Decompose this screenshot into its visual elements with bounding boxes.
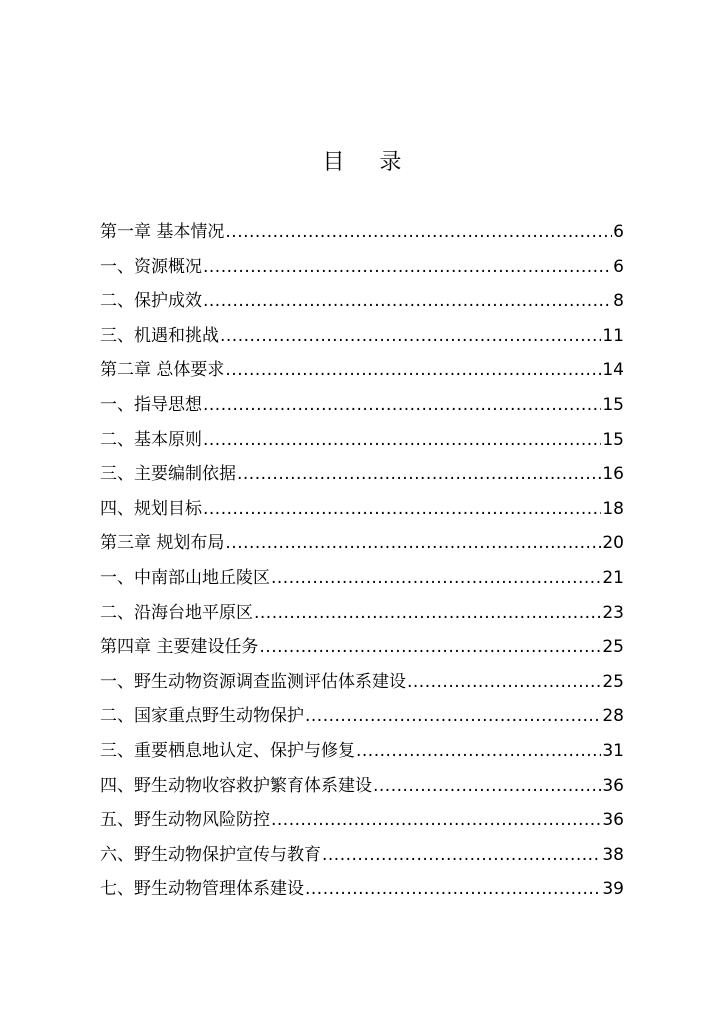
toc-entry-label: 三、机遇和挑战 bbox=[100, 325, 219, 346]
toc-dot-leader bbox=[271, 803, 601, 838]
toc-entry[interactable] bbox=[100, 734, 624, 769]
toc-entry[interactable] bbox=[100, 630, 624, 665]
toc-entry-page-number: 39 bbox=[602, 879, 624, 900]
toc-entry-page-number: 25 bbox=[602, 637, 624, 658]
toc-entry-label: 三、重要栖息地认定、保护与修复 bbox=[100, 740, 355, 761]
toc-entry[interactable] bbox=[100, 561, 624, 596]
toc-entry-label: 一、野生动物资源调查监测评估体系建设 bbox=[100, 671, 406, 692]
toc-entry[interactable] bbox=[100, 388, 624, 423]
toc-dot-leader bbox=[203, 250, 612, 285]
toc-entry-page-number: 31 bbox=[602, 740, 624, 761]
toc-entry-page-number: 6 bbox=[613, 256, 624, 277]
toc-dot-leader bbox=[271, 561, 601, 596]
toc-entry[interactable] bbox=[100, 838, 624, 873]
toc-entry[interactable] bbox=[100, 665, 624, 700]
toc-entry-label: 七、野生动物管理体系建设 bbox=[100, 879, 304, 900]
toc-dot-leader bbox=[373, 769, 601, 804]
toc-entry-page-number: 36 bbox=[602, 775, 624, 796]
toc-entry[interactable] bbox=[100, 423, 624, 458]
toc-entry-label: 二、沿海台地平原区 bbox=[100, 602, 253, 623]
toc-entry[interactable] bbox=[100, 803, 624, 838]
toc-entry[interactable] bbox=[100, 284, 624, 319]
toc-dot-leader bbox=[254, 596, 601, 631]
toc-entry-label: 一、资源概况 bbox=[100, 256, 202, 277]
toc-dot-leader bbox=[220, 319, 601, 354]
toc-entry-page-number: 15 bbox=[602, 429, 624, 450]
toc-entry-page-number: 36 bbox=[602, 810, 624, 831]
toc-entry[interactable] bbox=[100, 699, 624, 734]
toc-entry[interactable] bbox=[100, 492, 624, 527]
toc-entry[interactable] bbox=[100, 526, 624, 561]
toc-entry[interactable] bbox=[100, 215, 624, 250]
toc-dot-leader bbox=[225, 526, 601, 561]
table-of-contents bbox=[100, 215, 624, 907]
toc-entry-page-number: 11 bbox=[602, 325, 624, 346]
toc-dot-leader bbox=[305, 699, 601, 734]
toc-entry-label: 第一章 基本情况 bbox=[100, 222, 225, 242]
toc-entry-label: 三、主要编制依据 bbox=[100, 464, 236, 485]
toc-entry-page-number: 28 bbox=[602, 706, 624, 727]
toc-entry[interactable] bbox=[100, 769, 624, 804]
toc-entry-page-number: 23 bbox=[602, 602, 624, 623]
toc-entry-label: 五、野生动物风险防控 bbox=[100, 810, 270, 831]
toc-dot-leader bbox=[203, 423, 601, 458]
toc-entry-label: 第四章 主要建设任务 bbox=[100, 637, 259, 658]
toc-entry-label: 一、中南部山地丘陵区 bbox=[100, 567, 270, 588]
toc-dot-leader bbox=[203, 388, 601, 423]
toc-entry-page-number: 38 bbox=[602, 844, 624, 865]
toc-entry-label: 四、野生动物收容救护繁育体系建设 bbox=[100, 775, 372, 796]
toc-entry-page-number: 25 bbox=[602, 671, 624, 692]
toc-entry[interactable] bbox=[100, 250, 624, 285]
toc-entry-page-number: 6 bbox=[613, 222, 624, 242]
toc-entry-page-number: 18 bbox=[602, 498, 624, 519]
toc-entry-page-number: 21 bbox=[602, 567, 624, 588]
toc-dot-leader bbox=[225, 215, 612, 250]
toc-entry-label: 二、国家重点野生动物保护 bbox=[100, 706, 304, 727]
toc-entry-label: 二、保护成效 bbox=[100, 291, 202, 312]
toc-entry-label: 二、基本原则 bbox=[100, 429, 202, 450]
toc-entry-page-number: 8 bbox=[613, 291, 624, 312]
toc-entry[interactable] bbox=[100, 872, 624, 907]
toc-entry-label: 第三章 规划布局 bbox=[100, 533, 225, 554]
toc-dot-leader bbox=[203, 284, 612, 319]
toc-entry-label: 一、指导思想 bbox=[100, 394, 202, 415]
toc-entry-page-number: 15 bbox=[602, 394, 624, 415]
toc-entry[interactable] bbox=[100, 353, 624, 388]
toc-entry[interactable] bbox=[100, 596, 624, 631]
toc-dot-leader bbox=[407, 665, 601, 700]
toc-dot-leader bbox=[305, 872, 601, 907]
toc-entry[interactable] bbox=[100, 319, 624, 354]
toc-dot-leader bbox=[356, 734, 601, 769]
toc-entry-page-number: 16 bbox=[602, 464, 624, 485]
toc-dot-leader bbox=[225, 353, 601, 388]
toc-dot-leader bbox=[259, 630, 601, 665]
toc-dot-leader bbox=[322, 838, 601, 873]
toc-entry-label: 四、规划目标 bbox=[100, 498, 202, 519]
toc-dot-leader bbox=[237, 457, 601, 492]
toc-entry-label: 六、野生动物保护宣传与教育 bbox=[100, 844, 321, 865]
toc-entry-page-number: 20 bbox=[602, 533, 624, 554]
toc-title: 目 录 bbox=[322, 150, 416, 175]
toc-entry[interactable] bbox=[100, 457, 624, 492]
toc-entry-page-number: 14 bbox=[602, 360, 624, 381]
toc-dot-leader bbox=[203, 492, 601, 527]
toc-entry-label: 第二章 总体要求 bbox=[100, 360, 225, 381]
